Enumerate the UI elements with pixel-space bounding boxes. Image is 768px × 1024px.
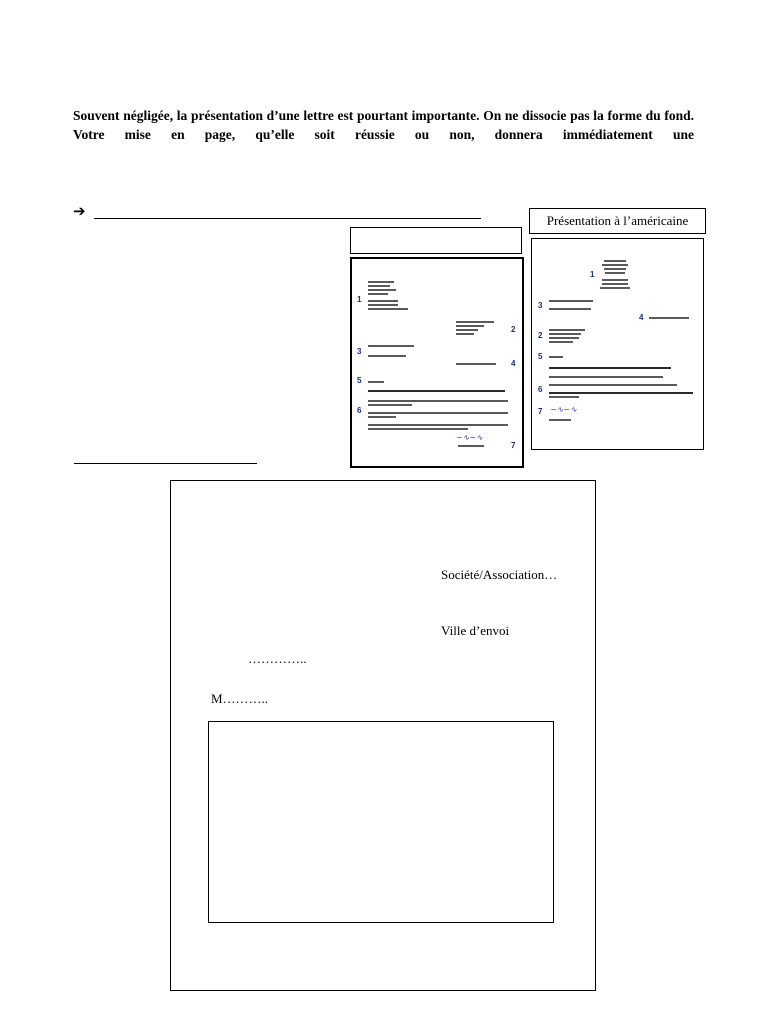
signature-scribble: ~∿~∿ [550, 405, 577, 414]
american-letter-thumbnail [531, 238, 704, 450]
american-layout-label: Présentation à l’américaine [546, 213, 689, 228]
letter-marker-4: 4 [511, 359, 516, 368]
template-ville: Ville d’envoi [441, 623, 510, 638]
letter-marker-2: 2 [538, 331, 543, 340]
letter-marker-3: 3 [357, 347, 362, 356]
american-layout-label-box [529, 208, 706, 234]
letter-body-box [208, 721, 554, 923]
fill-in-line [94, 218, 481, 219]
template-societe: Société/Association… [441, 567, 558, 582]
letter-marker-4: 4 [639, 313, 644, 322]
letter-marker-6: 6 [538, 385, 543, 394]
letter-marker-7: 7 [511, 441, 516, 450]
french-letter-thumbnail [350, 257, 524, 468]
template-dots: ………….. [248, 651, 307, 666]
letter-marker-6: 6 [357, 406, 362, 415]
letter-marker-5: 5 [357, 376, 362, 385]
letter-marker-1: 1 [590, 270, 595, 279]
signature-scribble: ~∿~∿ [456, 433, 483, 442]
french-layout-label-box [350, 227, 522, 254]
arrow-icon: ➔ [73, 202, 86, 220]
letter-marker-5: 5 [538, 352, 543, 361]
letter-marker-3: 3 [538, 301, 543, 310]
letter-marker-2: 2 [511, 325, 516, 334]
letter-marker-1: 1 [357, 295, 362, 304]
template-monsieur: M……….. [211, 691, 269, 706]
letter-marker-7: 7 [538, 407, 543, 416]
intro-paragraph: Souvent négligée, la présentation d’une lettre est pourtant importante. On ne dissocie pas la forme du fond. Votre mise en page, qu’elle soit réussie ou non, donnera immédiatement une [73, 108, 694, 142]
fill-in-line-bottom [74, 463, 257, 464]
